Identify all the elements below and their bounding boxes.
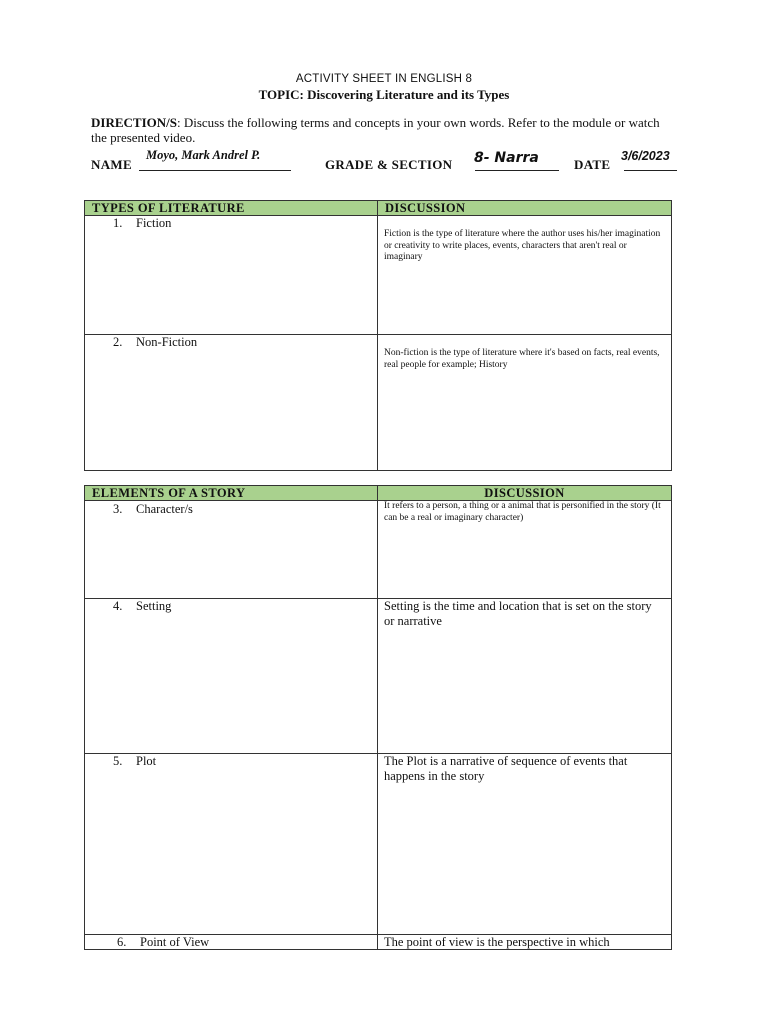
name-value[interactable]: Moyo, Mark Andrel P. xyxy=(146,148,261,162)
date-value[interactable]: 3/6/2023 xyxy=(621,149,670,163)
item-number: 2. xyxy=(113,335,123,349)
date-line xyxy=(624,170,677,171)
answer-cell[interactable] xyxy=(378,935,672,950)
item-label: Point of View xyxy=(140,935,210,949)
elements-header: ELEMENTS OF A STORY xyxy=(85,486,378,501)
answer-cell[interactable] xyxy=(378,501,672,599)
answer-text: Setting is the time and location that is set on the story or narrative xyxy=(384,599,652,628)
worksheet-topic: TOPIC: Discovering Literature and its Types xyxy=(258,87,510,102)
elements-of-story-table xyxy=(84,485,672,950)
answer-text: Fiction is the type of literature where the author uses his/her imagination or creativity to write places, events, characters that aren't real or imaginary xyxy=(384,229,661,262)
item-cell xyxy=(85,335,378,471)
item-label: Plot xyxy=(136,754,157,768)
table-row xyxy=(85,599,672,754)
item-label: Non-Fiction xyxy=(136,335,198,349)
answer-text: Non-fiction is the type of literature where it's based on facts, real events, real people for example; History xyxy=(384,348,660,370)
answer-cell[interactable] xyxy=(378,216,672,335)
answer-cell[interactable] xyxy=(378,335,672,471)
directions xyxy=(91,115,671,145)
table-row xyxy=(85,335,672,471)
types-of-literature-table xyxy=(84,200,672,471)
item-label: Character/s xyxy=(136,502,193,516)
answer-cell[interactable] xyxy=(378,599,672,754)
item-cell xyxy=(85,599,378,754)
name-label: NAME xyxy=(91,157,132,172)
item-number: 5. xyxy=(113,754,123,768)
item-number: 1. xyxy=(113,216,123,230)
discussion-header: DISCUSSION xyxy=(378,486,672,501)
answer-text: The point of view is the perspective in which xyxy=(384,935,610,949)
worksheet-title: ACTIVITY SHEET IN ENGLISH 8 xyxy=(295,73,473,85)
name-line xyxy=(139,170,291,171)
table-row xyxy=(85,935,672,950)
table-row xyxy=(85,754,672,935)
grade-section-line xyxy=(475,170,559,171)
answer-text: The Plot is a narrative of sequence of events that happens in the story xyxy=(384,754,628,783)
item-cell xyxy=(85,501,378,599)
item-label: Setting xyxy=(136,599,172,613)
item-cell xyxy=(85,216,378,335)
answer-text: It refers to a person, a thing or a animal that is personified in the story (It can be a real or imaginary character) xyxy=(384,501,661,523)
item-label: Fiction xyxy=(136,216,172,230)
grade-section-value[interactable]: 8- Narra xyxy=(474,150,539,166)
item-number: 6. xyxy=(117,935,127,949)
item-number: 3. xyxy=(113,502,123,516)
item-number: 4. xyxy=(113,599,123,613)
types-header: TYPES OF LITERATURE xyxy=(85,201,378,216)
item-cell xyxy=(85,935,378,950)
directions-label: DIRECTION/S xyxy=(91,115,177,130)
item-cell xyxy=(85,754,378,935)
grade-section-label: GRADE & SECTION xyxy=(325,157,453,172)
discussion-header: DISCUSSION xyxy=(378,201,672,216)
date-label: DATE xyxy=(574,157,611,172)
table-row xyxy=(85,501,672,599)
table-row xyxy=(85,216,672,335)
directions-text: : Discuss the following terms and concepts in your own words. Refer to the module or watch the presented video. xyxy=(91,115,660,145)
answer-cell[interactable] xyxy=(378,754,672,935)
